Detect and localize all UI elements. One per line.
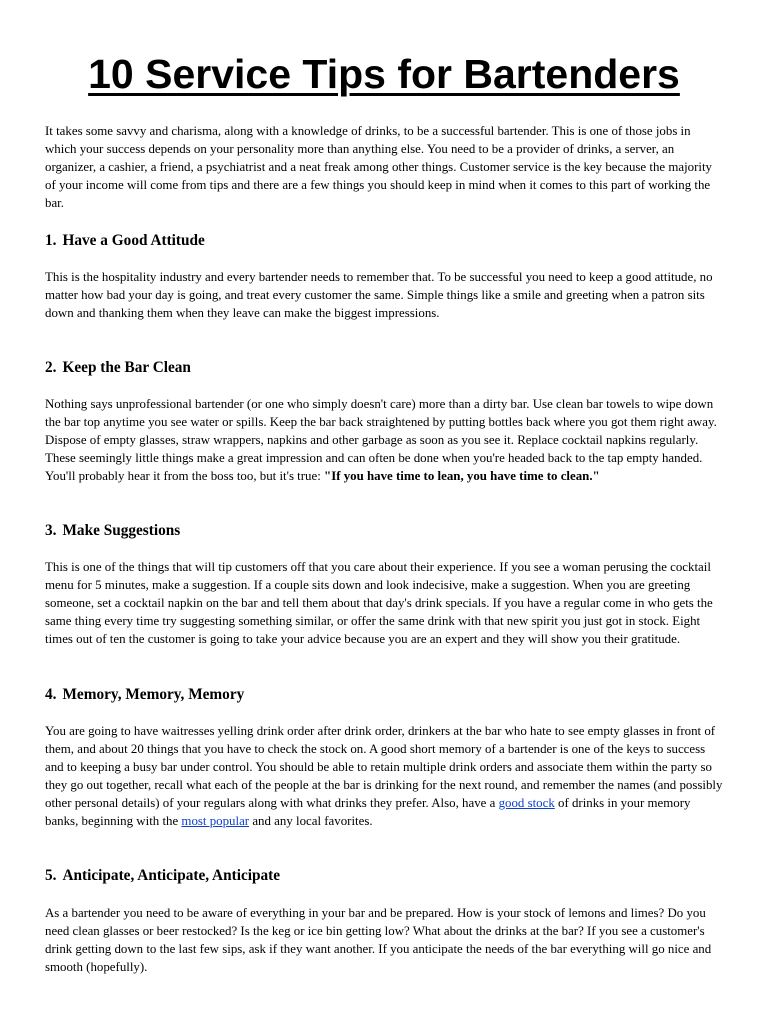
tip-2-title: Keep the Bar Clean [62, 359, 191, 376]
page-title: 10 Service Tips for Bartenders [88, 51, 680, 97]
tip-4-body [45, 722, 725, 830]
tip-3-body: This is one of the things that will tip customers off that you care about their experience. If you see a woman perusing the cocktail menu for 5 minutes, make a suggestion. If a couple sits down and look indecisive, make a suggestion. When you are greeting someone, set a cocktail napkin on the bar and tell them about that day's drink specials. If you have a regular come in who gets the same thing every time try suggesting something similar, or offer the same drink with that new spirit you just got in stock. Eight times out of ten the customer is going to take your advice because you are an expert and they will show you their gratitude. [45, 560, 713, 646]
tip-1-title: Have a Good Attitude [62, 232, 205, 249]
tip-3-number: 3. [45, 522, 57, 539]
tip-5-title: Anticipate, Anticipate, Anticipate [62, 867, 281, 884]
tip-1-heading [45, 231, 725, 251]
tip-5-heading [45, 866, 725, 886]
tip-2-body [45, 395, 725, 485]
most-popular-link[interactable]: most popular [181, 814, 250, 828]
tip-4-heading [45, 685, 725, 705]
tip-2-heading [45, 358, 725, 378]
tip-4-title: Memory, Memory, Memory [62, 686, 245, 703]
tip-2-number: 2. [45, 359, 57, 376]
good-stock-link[interactable]: good stock [498, 796, 555, 810]
tip-3-heading [45, 521, 725, 541]
tip-5-number: 5. [45, 867, 57, 884]
tip-1-number: 1. [45, 232, 57, 249]
tip-4-body-tail: and any local favorites. [249, 814, 373, 828]
tip-4-number: 4. [45, 686, 57, 703]
tip-1-body: This is the hospitality industry and every bartender needs to remember that. To be successful you need to keep a good attitude, no matter how bad your day is going, and treat every customer the same. Simple things like a smile and greeting when a patron sits down and thanking them when they leave can make the biggest impressions. [45, 270, 713, 320]
tip-3-title: Make Suggestions [62, 522, 181, 539]
intro-paragraph: It takes some savvy and charisma, along with a knowledge of drinks, to be a successful bartender. This is one of those jobs in which your success depends on your personality more than anything else. You need to be a provider of drinks, a server, an organizer, a cashier, a friend, a psychiatrist and a neat freak among other things. Customer service is the key because the majority of your income will come from tips and there are a few things you should keep in mind when it comes to this part of working the bar. [45, 124, 713, 210]
tip-4-body-mid: of drinks in your memory banks, beginning with the [45, 796, 691, 828]
tip-4-body-text: You are going to have waitresses yelling drink order after drink order, drinkers at the bar who hate to see empty glasses in front of them, and about 20 things that you have to check the stock on. A good short memory of a bartender is one of the keys to success and to keeping a busy bar under control. You should be able to retain multiple drink orders and associate them within the party so they go out together, recall what each of the people at the bar is drinking for the next round, and remember the names (and possibly other personal details) of your regulars along with what drinks they prefer. Also, have a [45, 724, 723, 810]
tip-2-body-text: Nothing says unprofessional bartender (or one who simply doesn't care) more than a dirty bar. Use clean bar towels to wipe down the bar top anytime you see water or spills. Keep the bar back straightened by putting bottles back where you got them right away. Dispose of empty glasses, straw wrappers, napkins and other garbage as soon as you see it. Replace cocktail napkins regularly. These seemingly little things make a great impression and can often be done when you're headed back to the tap empty handed. You'll probably hear it from the boss too, but it's true: [45, 397, 717, 483]
tip-5-body: As a bartender you need to be aware of everything in your bar and be prepared. How is your stock of lemons and limes? Do you need clean glasses or beer restocked? Is the keg or ice bin getting low? What about the drinks at the bar? If you see a customer's drink getting down to the last few sips, ask if they want another. If you anticipate the needs of the bar everything will go nice and smooth (hopefully). [45, 906, 712, 974]
tip-2-quote: "If you have time to lean, you have time to clean." [324, 469, 600, 483]
